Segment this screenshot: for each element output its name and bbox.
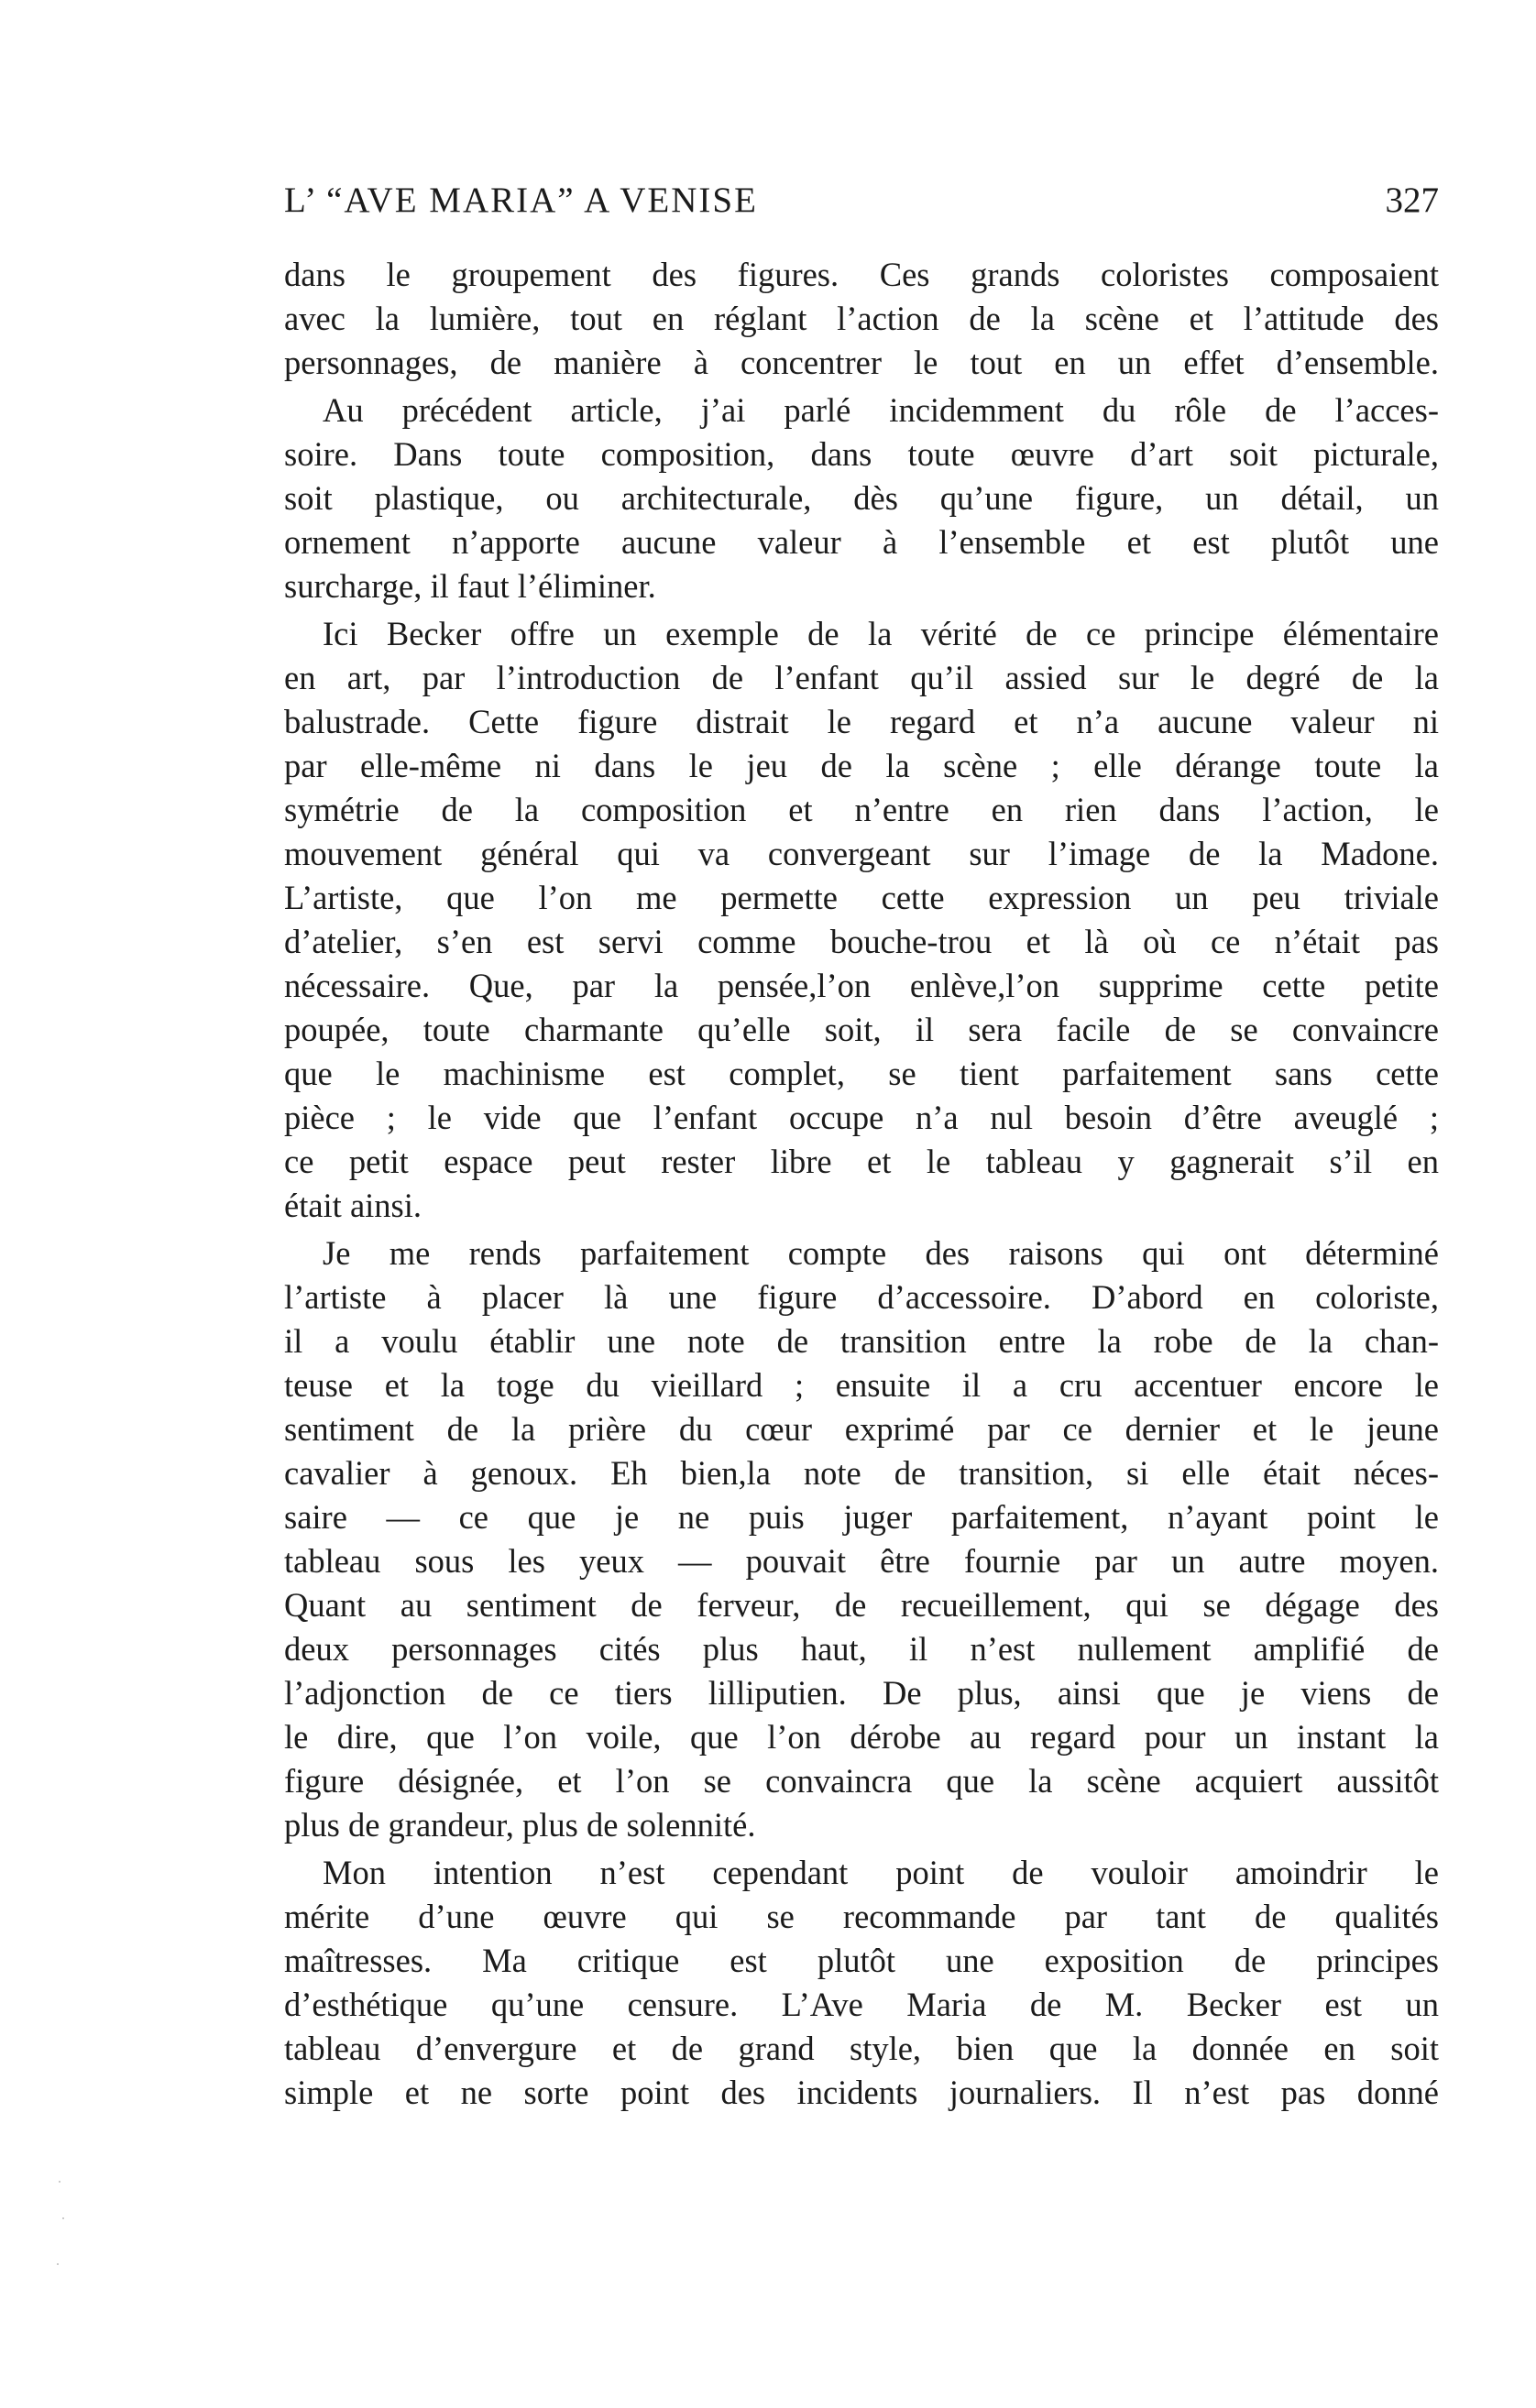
text-line: en art, par l’introduction de l’enfant qu’il assied sur le degré de la xyxy=(284,659,1439,696)
text-line: que le machinisme est complet, se tient parfaitement sans cette xyxy=(284,1055,1439,1092)
paragraph-4 xyxy=(284,1231,1439,1847)
text-line: l’adjonction de ce tiers lilliputien. De plus, ainsi que je viens de xyxy=(284,1674,1439,1712)
paragraph-2 xyxy=(284,389,1439,608)
text-line: tableau sous les yeux — pouvait être fournie par un autre moyen. xyxy=(284,1542,1439,1580)
text-line: L’artiste, que l’on me permette cette expression un peu triviale xyxy=(284,879,1439,916)
text-line: ornement n’apporte aucune valeur à l’ensemble et est plutôt une xyxy=(284,523,1439,561)
text-line: poupée, toute charmante qu’elle soit, il sera facile de se convaincre xyxy=(284,1011,1439,1048)
running-head xyxy=(0,180,1439,235)
page-number: 327 xyxy=(1385,181,1439,220)
text-line: nécessaire. Que, par la pensée,l’on enlève,l’on supprime cette petite xyxy=(284,967,1439,1004)
text-line: plus de grandeur, plus de solennité. xyxy=(284,1806,756,1844)
text-line: teuse et la toge du vieillard ; ensuite il a cru accentuer encore le xyxy=(284,1366,1439,1404)
text-line: figure désignée, et l’on se convaincra que la scène acquiert aussitôt xyxy=(284,1762,1439,1800)
text-line: il a voulu établir une note de transition entre la robe de la chan- xyxy=(284,1322,1439,1360)
text-line: par elle-même ni dans le jeu de la scène ; elle dérange toute la xyxy=(284,747,1439,784)
text-line: d’esthétique qu’une censure. L’Ave Maria de M. Becker est un xyxy=(284,1986,1439,2023)
text-line: Ici Becker offre un exemple de la vérité de ce principe élémentaire xyxy=(323,615,1439,652)
paragraph-3 xyxy=(284,612,1439,1228)
text-line: simple et ne sorte point des incidents journaliers. Il n’est pas donné xyxy=(284,2074,1439,2111)
text-line: l’artiste à placer là une figure d’accessoire. D’abord en coloriste, xyxy=(284,1278,1439,1316)
text-line: mérite d’une œuvre qui se recommande par tant de qualités xyxy=(284,1898,1439,1935)
text-line: cavalier à genoux. Eh bien,la note de transition, si elle était néces- xyxy=(284,1454,1439,1492)
running-title: L’ “AVE MARIA” A VENISE xyxy=(284,181,758,220)
text-line: saire — ce que je ne puis juger parfaitement, n’ayant point le xyxy=(284,1498,1439,1536)
text-line: Au précédent article, j’ai parlé incidemment du rôle de l’acces- xyxy=(323,391,1439,429)
text-line: tableau d’envergure et de grand style, bien que la donnée en soit xyxy=(284,2030,1439,2067)
paragraph-1 xyxy=(284,253,1439,385)
text-line: Quant au sentiment de ferveur, de recueillement, qui se dégage des xyxy=(284,1586,1439,1624)
text-line: deux personnages cités plus haut, il n’est nullement amplifié de xyxy=(284,1630,1439,1668)
text-line: avec la lumière, tout en réglant l’action de la scène et l’attitude des xyxy=(284,300,1439,337)
text-line: surcharge, il faut l’éliminer. xyxy=(284,567,656,605)
text-line: balustrade. Cette figure distrait le regard et n’a aucune valeur ni xyxy=(284,703,1439,740)
text-line: sentiment de la prière du cœur exprimé par ce dernier et le jeune xyxy=(284,1410,1439,1448)
body-text xyxy=(284,253,1439,2115)
text-line: pièce ; le vide que l’enfant occupe n’a nul besoin d’être aveuglé ; xyxy=(284,1099,1439,1136)
text-line: était ainsi. xyxy=(284,1187,422,1224)
text-line: dans le groupement des figures. Ces grands coloristes composaient xyxy=(284,256,1439,293)
text-line: soire. Dans toute composition, dans toute œuvre d’art soit picturale, xyxy=(284,435,1439,473)
text-line: le dire, que l’on voile, que l’on dérobe au regard pour un instant la xyxy=(284,1718,1439,1756)
text-line: Mon intention n’est cependant point de vouloir amoindrir le xyxy=(323,1854,1439,1891)
text-line: Je me rends parfaitement compte des raisons qui ont déterminé xyxy=(323,1234,1439,1272)
paper-specks xyxy=(55,2181,73,2291)
text-line: soit plastique, ou architecturale, dès qu’une figure, un détail, un xyxy=(284,479,1439,517)
text-line: maîtresses. Ma critique est plutôt une exposition de principes xyxy=(284,1942,1439,1979)
text-line: ce petit espace peut rester libre et le tableau y gagnerait s’il en xyxy=(284,1143,1439,1180)
text-line: personnages, de manière à concentrer le tout en un effet d’ensemble. xyxy=(284,344,1439,381)
text-line: d’atelier, s’en est servi comme bouche-trou et là où ce n’était pas xyxy=(284,923,1439,960)
paragraph-5 xyxy=(284,1851,1439,2115)
text-line: mouvement général qui va convergeant sur l’image de la Madone. xyxy=(284,835,1439,872)
text-line: symétrie de la composition et n’entre en rien dans l’action, le xyxy=(284,791,1439,828)
